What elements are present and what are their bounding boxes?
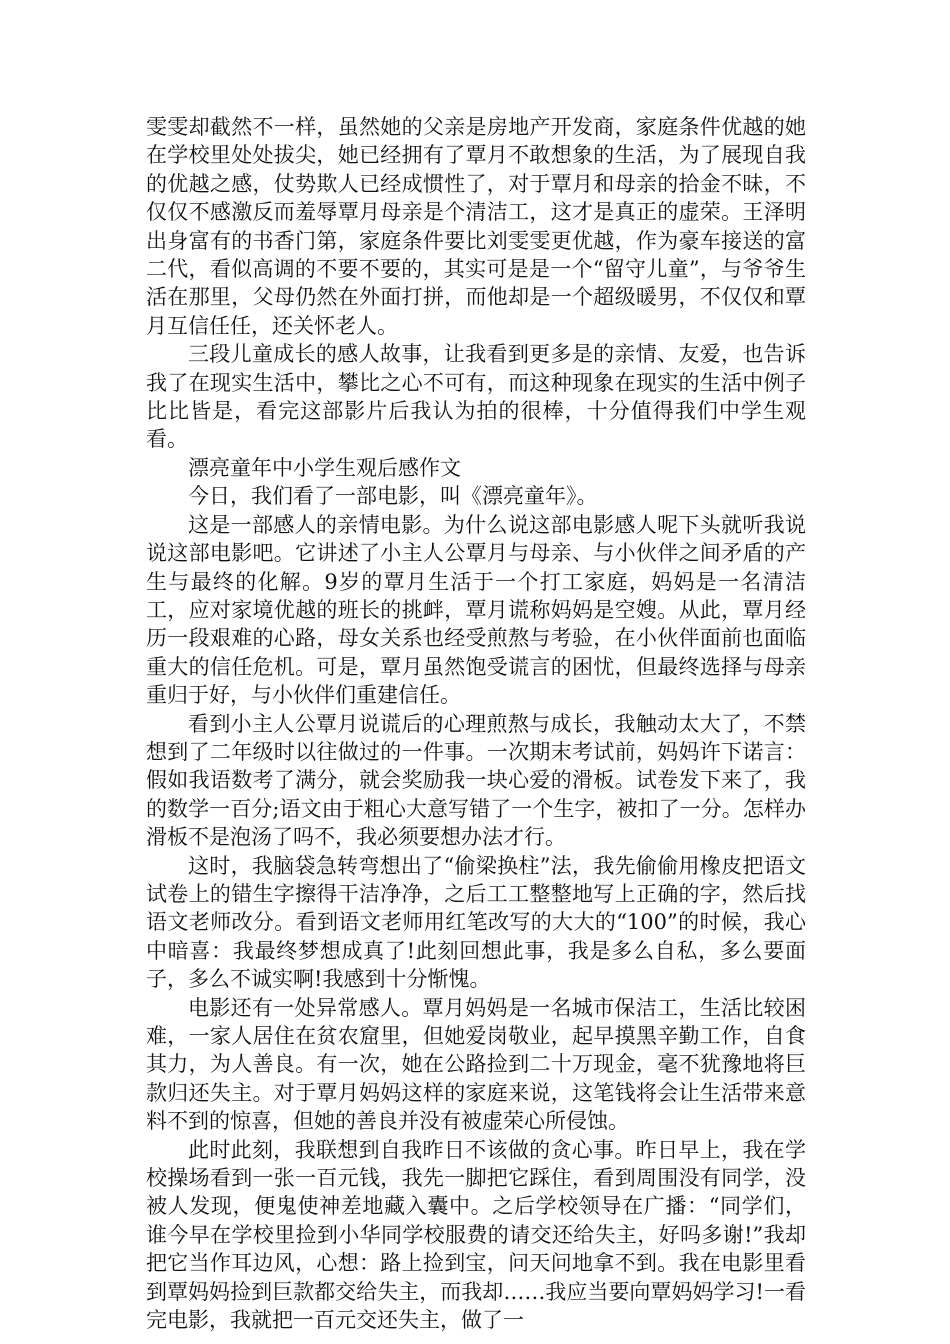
paragraph: 电影还有一处异常感人。覃月妈妈是一名城市保洁工，生活比较困难，一家人居住在贫农窟里，但她爱岗敬业，起早摸黑辛勤工作，自食其力，为人善良。有一次，她在公路捡到二十万现金，毫不犹豫地将巨款归还失主。对于覃月妈妈这样的家庭来说，这笔钱将会让生活带来意料不到的惊喜，但她的善良并没有被虚荣心所侵蚀。 [146,995,806,1134]
document-body [146,113,806,1334]
paragraph: 看到小主人公覃月说谎后的心理煎熬与成长，我触动太大了，不禁想到了二年级时以往做过的一件事。一次期末考试前，妈妈许下诺言：假如我语数考了满分，就会奖励我一块心爱的滑板。试卷发下来了，我的数学一百分;语文由于粗心大意写错了一个生字，被扣了一分。怎样办滑板不是泡汤了吗不，我必须要想办法才行。 [146,711,806,850]
paragraph: 今日，我们看了一部电影，叫《漂亮童年》。 [188,484,598,509]
article-title: 漂亮童年中小学生观后感作文 [188,455,461,480]
paragraph: 此时此刻，我联想到自我昨日不该做的贪心事。昨日早上，我在学校操场看到一张一百元钱，我先一脚把它踩住，看到周围没有同学，没被人发现，便鬼使神差地藏入囊中。之后学校领导在广播：“同学们，谁今早在学校里捡到小华同学校服费的请交还给失主，好吗多谢!”我却把它当作耳边风，心想：路上捡到宝，问天问地拿不到。我在电影里看到覃妈妈捡到巨款都交给失主，而我却……我应当要向覃妈妈学习!一看完电影，我就把一百元交还失主，做了一 [146,1137,806,1333]
paragraph: 这是一部感人的亲情电影。为什么说这部电影感人呢下头就听我说说这部电影吧。它讲述了小主人公覃月与母亲、与小伙伴之间矛盾的产生与最终的化解。9岁的覃月生活于一个打工家庭，妈妈是一名清洁工，应对家境优越的班长的挑衅，覃月谎称妈妈是空嫂。从此，覃月经历一段艰难的心路，母女关系也经受煎熬与考验，在小伙伴面前也面临重大的信任危机。可是，覃月虽然饱受谎言的困忧，但最终选择与母亲重归于好，与小伙伴们重建信任。 [146,512,806,708]
paragraph: 这时，我脑袋急转弯想出了“偷梁换柱”法，我先偷偷用橡皮把语文试卷上的错生字擦得干洁净净，之后工工整整地写上正确的字，然后找语文老师改分。看到语文老师用红笔改写的大大的“100”的时候，我心中暗喜：我最终梦想成真了!此刻回想此事，我是多么自私，多么要面子，多么不诚实啊!我感到十分惭愧。 [146,853,806,992]
paragraph: 雯雯却截然不一样，虽然她的父亲是房地产开发商，家庭条件优越的她在学校里处处拔尖，她已经拥有了覃月不敢想象的生活，为了展现自我的优越之感，仗势欺人已经成惯性了，对于覃月和母亲的拾金不昧，不仅仅不感激反而羞辱覃月母亲是个清洁工，这才是真正的虚荣。王泽明出身富有的书香门第，家庭条件要比刘雯雯更优越，作为豪车接送的富二代，看似高调的不要不要的，其实可是是一个“留守儿童”，与爷爷生活在那里，父母仍然在外面打拼，而他却是一个超级暖男，不仅仅和覃月互信任任，还关怀老人。 [146,115,806,338]
paragraph: 三段儿童成长的感人故事，让我看到更多是的亲情、友爱，也告诉我了在现实生活中，攀比之心不可有，而这种现象在现实的生活中例子比比皆是，看完这部影片后我认为拍的很棒，十分值得我们中学生观看。 [146,342,806,452]
